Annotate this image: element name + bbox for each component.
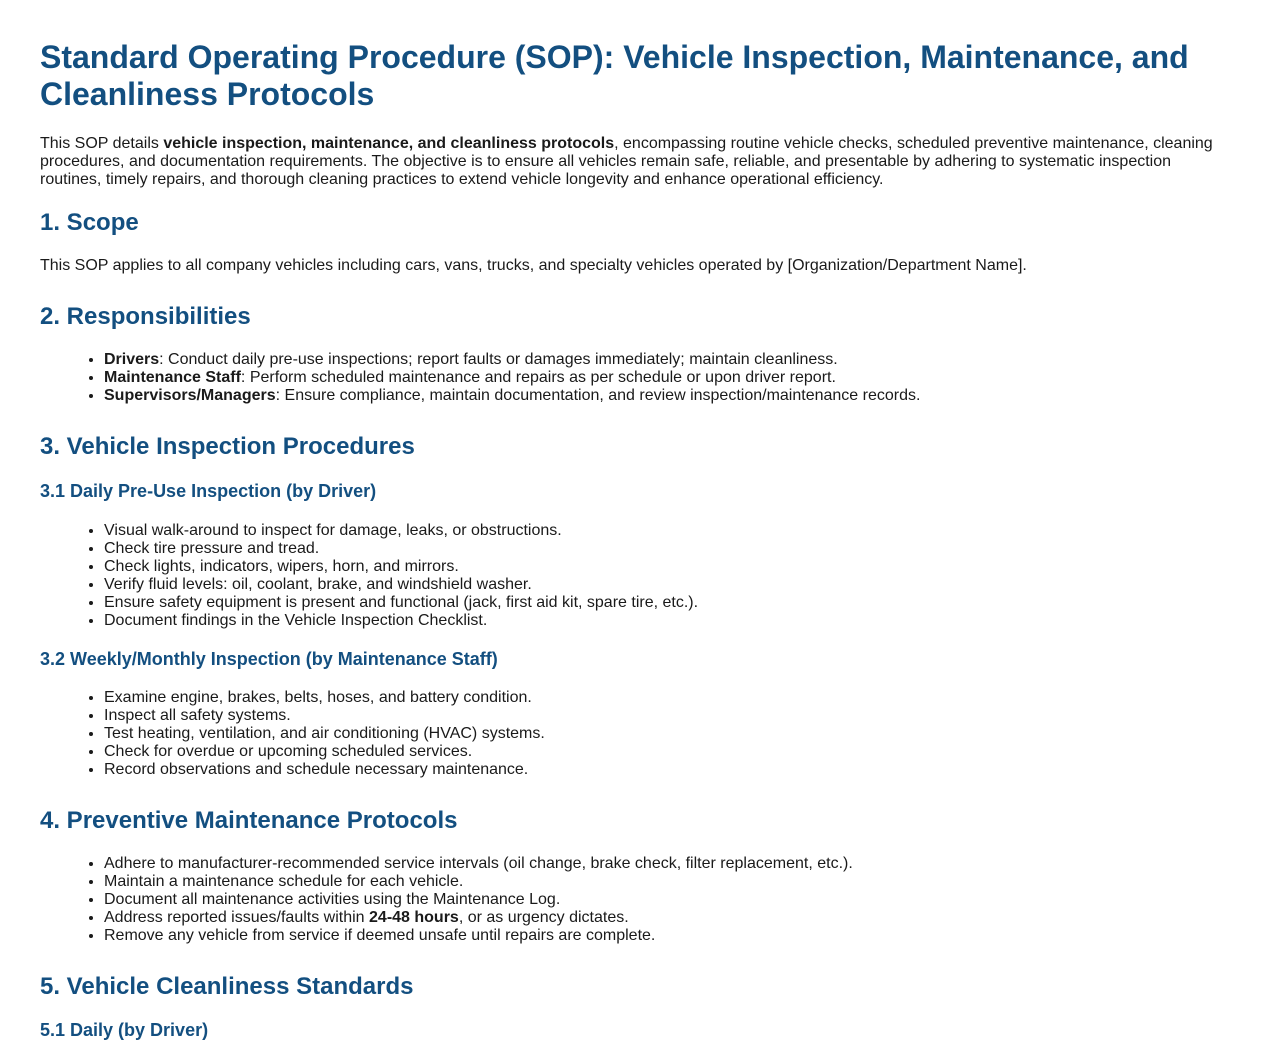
list-item: • Ensure safety equipment is present and functional (jack, first aid kit, spare tire, etc.).: [104, 594, 698, 612]
list-item: [104, 351, 920, 369]
list-item: • Remove any vehicle from service if deemed unsafe until repairs are complete.: [104, 927, 853, 945]
list-item: • Adhere to manufacturer-recommended service intervals (oil change, brake check, filter replacement, etc.).: [104, 855, 853, 873]
list-item: • Verify fluid levels: oil, coolant, brake, and windshield washer.: [104, 576, 698, 594]
weekly-inspection-list: [40, 689, 545, 779]
list-item: • Record observations and schedule necessary maintenance.: [104, 761, 545, 779]
intro-text-end: , encompassing routine vehicle checks, scheduled preventive maintenance, cleaning procedures, and documentation requirements. The objective is to ensure all vehicles remain safe, reliable, and presentable by adhering to systematic inspection routines, timely repairs, and thorough cleaning practices to extend vehicle longevity and enhance operational efficiency.: [40, 135, 1213, 188]
weekly-inspection-heading: 3.2 Weekly/Monthly Inspection (by Maintenance Staff): [40, 649, 498, 669]
role-label: Maintenance Staff: [104, 369, 241, 386]
list-item: [104, 369, 920, 387]
list-item: • Check tire pressure and tread.: [104, 540, 698, 558]
role-description: : Conduct daily pre-use inspections; report faults or damages immediately; maintain cleanliness.: [159, 351, 838, 368]
cleanliness-heading: 5. Vehicle Cleanliness Standards: [40, 973, 414, 1000]
list-item: • Check for overdue or upcoming scheduled services.: [104, 743, 545, 761]
responsibilities-list: [40, 351, 920, 405]
list-item: • Inspect all safety systems.: [104, 707, 545, 725]
intro-text-bold: vehicle inspection, maintenance, and cleanliness protocols: [163, 135, 615, 152]
responsibilities-heading: 2. Responsibilities: [40, 303, 251, 330]
daily-inspection-heading: 3.1 Daily Pre-Use Inspection (by Driver): [40, 481, 377, 501]
scope-heading: 1. Scope: [40, 209, 139, 236]
list-item: • Document findings in the Vehicle Inspection Checklist.: [104, 612, 698, 630]
role-label: Drivers: [104, 351, 160, 368]
daily-cleanliness-heading: 5.1 Daily (by Driver): [40, 1020, 209, 1040]
intro-text-start: This SOP details: [40, 135, 164, 152]
faults-text-end: , or as urgency dictates.: [458, 909, 629, 926]
role-label: Supervisors/Managers: [104, 387, 276, 404]
list-item: • Visual walk-around to inspect for damage, leaks, or obstructions.: [104, 522, 698, 540]
role-description: : Perform scheduled maintenance and repairs as per schedule or upon driver report.: [240, 369, 836, 386]
scope-text: This SOP applies to all company vehicles including cars, vans, trucks, and specialty vehicles operated by [Organization/Department Name].: [40, 257, 1027, 274]
intro-paragraph: [40, 135, 1230, 189]
document-title: Standard Operating Procedure (SOP): Vehicle Inspection, Maintenance, and Cleanliness Protocols: [40, 39, 1189, 112]
list-item: • Examine engine, brakes, belts, hoses, and battery condition.: [104, 689, 545, 707]
list-item: • Check lights, indicators, wipers, horn, and mirrors.: [104, 558, 698, 576]
list-item: • Test heating, ventilation, and air conditioning (HVAC) systems.: [104, 725, 545, 743]
list-item: • Document all maintenance activities using the Maintenance Log.: [104, 891, 853, 909]
list-item: [104, 909, 853, 927]
role-description: : Ensure compliance, maintain documentation, and review inspection/maintenance records.: [275, 387, 921, 404]
list-item: • Maintain a maintenance schedule for each vehicle.: [104, 873, 853, 891]
inspection-heading: 3. Vehicle Inspection Procedures: [40, 433, 415, 460]
faults-text-start: Address reported issues/faults within: [104, 909, 370, 926]
faults-timeframe: 24-48 hours: [369, 909, 459, 926]
maintenance-list: [40, 855, 853, 945]
maintenance-heading: 4. Preventive Maintenance Protocols: [40, 807, 458, 834]
daily-inspection-list: [40, 522, 698, 630]
list-item: [104, 387, 920, 405]
